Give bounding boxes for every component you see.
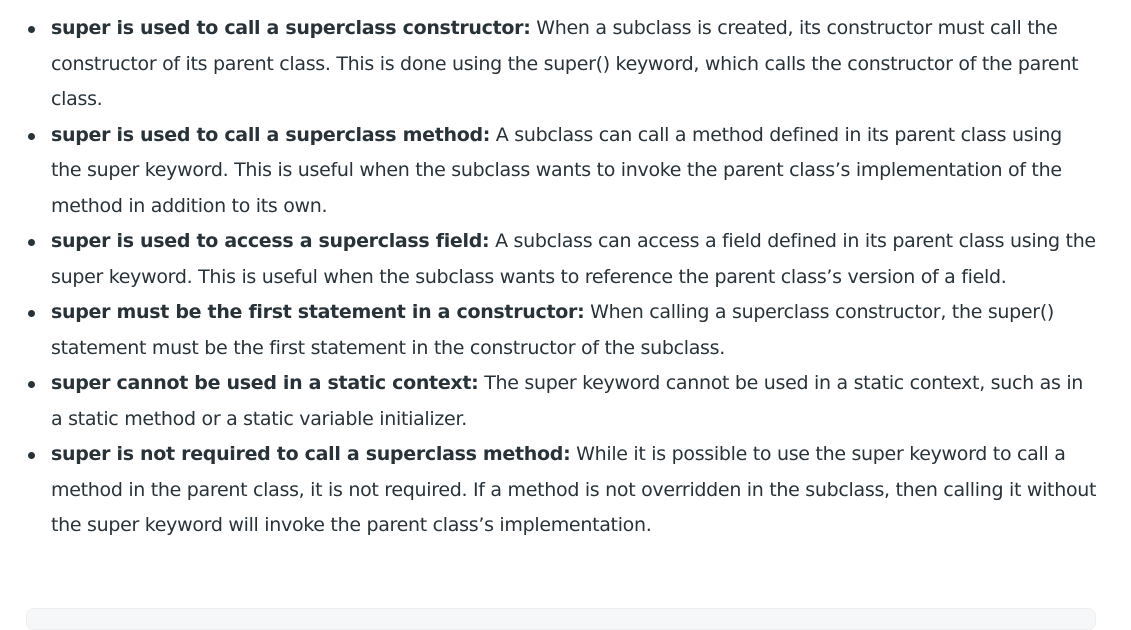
bullet-icon	[28, 452, 35, 459]
bullet-icon	[28, 133, 35, 140]
list-item	[0, 118, 1131, 225]
list-item	[0, 437, 1131, 544]
point-term: super is not required to call a superclass method:	[51, 443, 571, 465]
bullet-icon	[28, 310, 35, 317]
point-term: super is used to access a superclass field:	[51, 230, 490, 252]
point-description: When a subclass is created, its constructor must call the constructor of its parent class. This is done using the super() keyword, which calls the constructor of the parent class.	[51, 17, 1079, 110]
bullet-icon	[28, 26, 35, 33]
next-section-panel	[26, 608, 1096, 630]
bullet-icon	[28, 239, 35, 246]
bullet-icon	[28, 381, 35, 388]
point-term: super is used to call a superclass constructor:	[51, 17, 531, 39]
list-item	[0, 11, 1131, 118]
point-term: super must be the first statement in a constructor:	[51, 301, 585, 323]
list-item	[0, 295, 1131, 366]
point-description: When calling a superclass constructor, the super() statement must be the first statement in the constructor of the subclass.	[51, 301, 1055, 359]
list-item	[0, 224, 1131, 295]
point-description: A subclass can call a method defined in its parent class using the super keyword. This is useful when the subclass wants to invoke the parent class’s implementation of the method in addition to its own.	[51, 123, 1062, 217]
super-keyword-points-list	[0, 11, 1131, 544]
list-item	[0, 366, 1131, 437]
point-term: super cannot be used in a static context:	[51, 372, 479, 394]
point-term: super is used to call a superclass method:	[51, 123, 491, 146]
point-description: The super keyword cannot be used in a static context, such as in a static method or a static variable initializer.	[51, 372, 1084, 430]
point-description: A subclass can access a field defined in its parent class using the super keyword. This is useful when the subclass wants to reference the parent class’s version of a field.	[51, 230, 1096, 288]
point-description: While it is possible to use the super keyword to call a method in the parent class, it is not required. If a method is not overridden in the subclass, then calling it without the super keyword will invoke the parent class’s implementation.	[51, 443, 1097, 536]
